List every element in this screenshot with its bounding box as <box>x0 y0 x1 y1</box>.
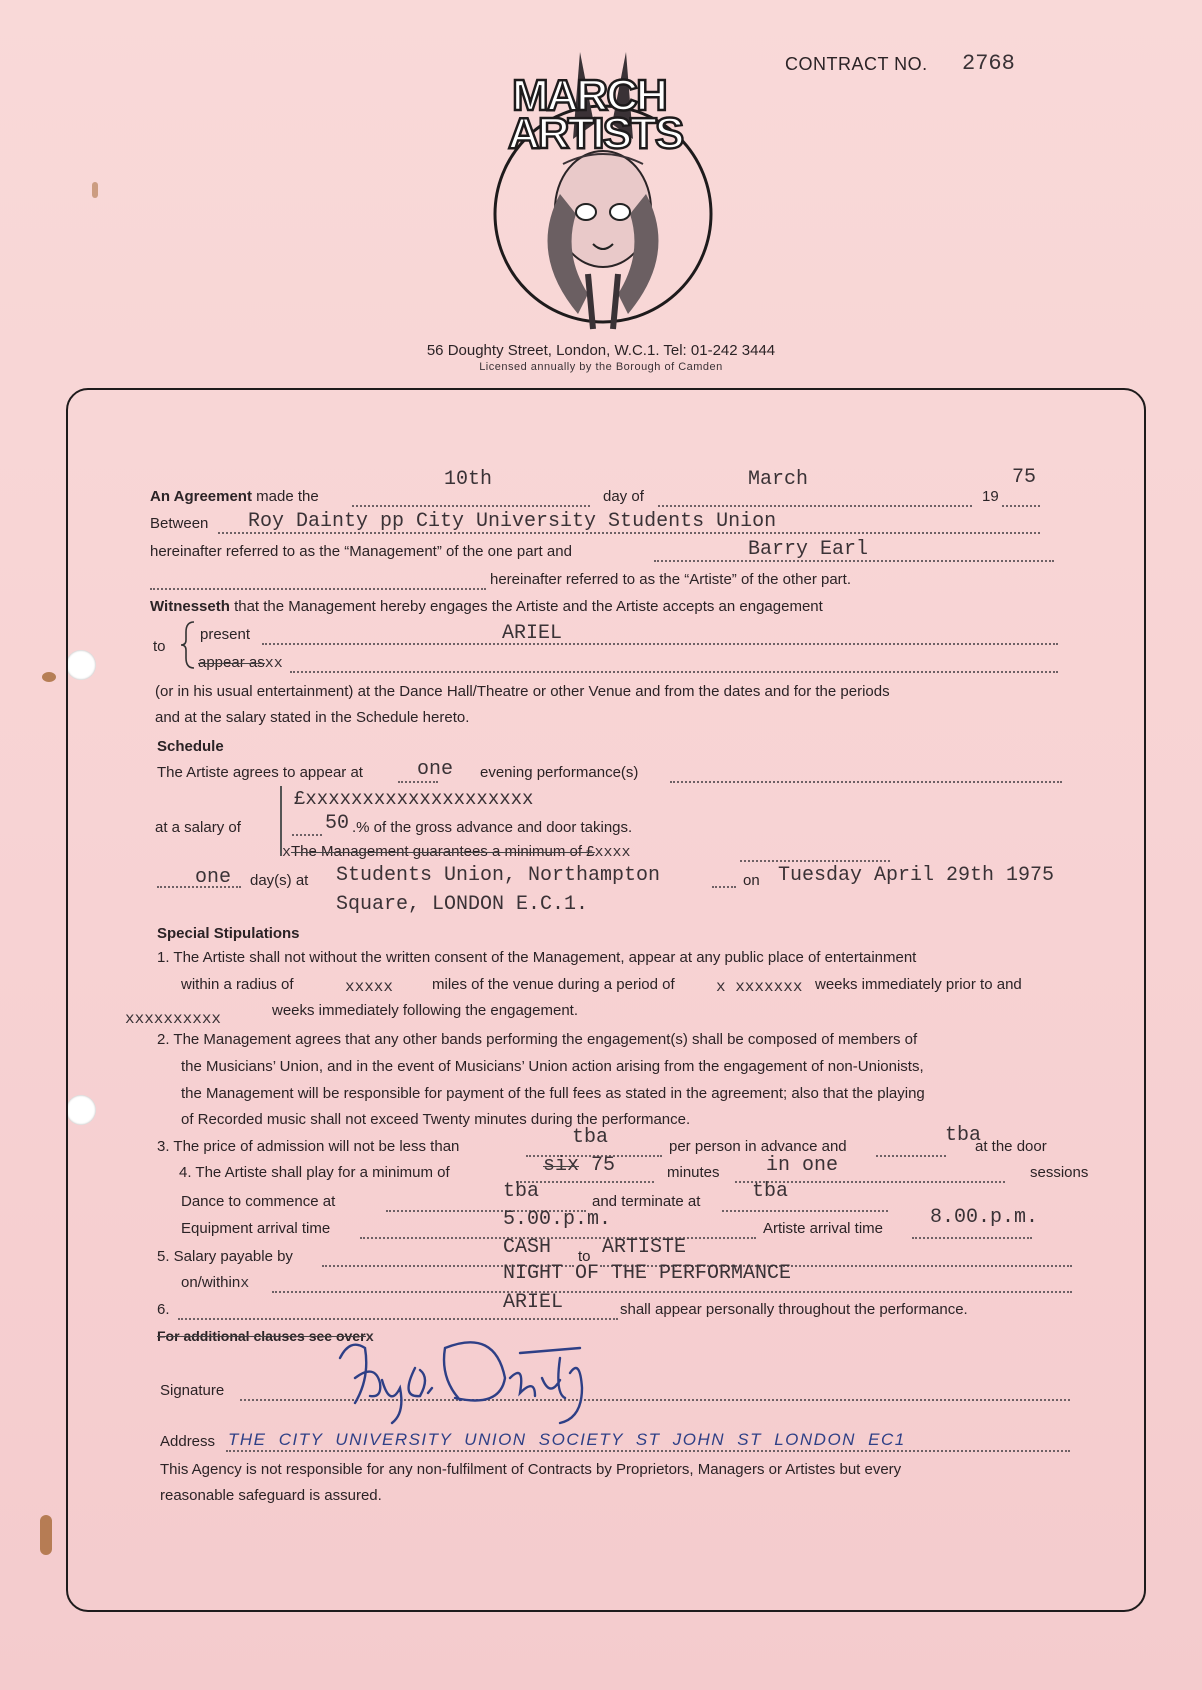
century-label: 19 <box>982 488 999 505</box>
venue-line2: Square, LONDON E.C.1. <box>336 893 589 916</box>
at-door-label: at the door <box>975 1138 1047 1155</box>
licence-note: Licensed annually by the Borough of Camden <box>479 361 723 373</box>
radius-struck: xxxxx <box>345 978 394 996</box>
terminate-label: and terminate at <box>592 1193 701 1210</box>
days-label: day(s) at <box>250 872 309 889</box>
stipulation-3-label: 3. The price of admission will not be less than <box>157 1138 460 1155</box>
agreement-year: 75 <box>1012 466 1037 489</box>
logo-text-march: MARCH <box>512 71 666 120</box>
additional-clauses-struck: For additional clauses see over <box>157 1328 366 1344</box>
dance-commence-label: Dance to commence at <box>181 1193 336 1210</box>
to-label: to <box>153 638 166 655</box>
days-count: one <box>195 866 232 889</box>
salary-to-label: to <box>578 1248 591 1265</box>
disclaimer-line2: reasonable safeguard is assured. <box>160 1487 382 1504</box>
agreement-month: March <box>748 468 809 491</box>
contract-number: 2768 <box>962 51 1015 76</box>
appear-as-struck: appear as <box>198 654 265 671</box>
stipulation-6-number: 6. <box>157 1301 170 1318</box>
dance-commence-value: tba <box>503 1180 540 1203</box>
address-handwritten: THE CITY UNIVERSITY UNION SOCIETY ST JOHN ST LONDON EC1 <box>228 1430 906 1449</box>
minutes-value: 75 <box>591 1154 616 1177</box>
agreement-day: 10th <box>444 468 493 491</box>
appear-personally-text: shall appear personally throughout the performance. <box>620 1301 968 1318</box>
door-price: tba <box>945 1124 982 1147</box>
at-salary-label: at a salary of <box>155 819 241 836</box>
engagement-date: Tuesday April 29th 1975 <box>778 864 1055 887</box>
period-label: miles of the venue during a period of <box>432 976 675 993</box>
rust-stain <box>40 1515 52 1555</box>
agreement-lead: An Agreement <box>150 488 252 505</box>
artiste-arrival-value: 8.00.p.m. <box>930 1206 1039 1229</box>
disclaimer-line1: This Agency is not responsible for any non-fulfilment of Contracts by Proprietors, Managers or Artistes but every <box>160 1461 902 1478</box>
logo-text-artists: ARTISTS <box>508 109 683 158</box>
on-within-value: NIGHT OF THE PERFORMANCE <box>503 1262 792 1285</box>
signature-scrawl <box>320 1318 620 1428</box>
day-of-label: day of <box>603 488 644 505</box>
rust-stain <box>42 672 56 682</box>
minutes-label: minutes <box>667 1164 720 1181</box>
performances-label: evening performance(s) <box>480 764 639 781</box>
salary-struck-line: £xxxxxxxxxxxxxxxxxxxx <box>294 788 534 810</box>
present-value: ARIEL <box>502 622 563 645</box>
address-label: Address <box>160 1433 216 1450</box>
prior-label: weeks immediately prior to and <box>815 976 1022 993</box>
stipulation-1-line1: 1. The Artiste shall not without the written consent of the Management, appear at any public place of entertainment <box>157 949 917 966</box>
artiste-arrival-label: Artiste arrival time <box>763 1220 884 1237</box>
advance-price: tba <box>572 1126 609 1149</box>
usual-entertainment-line2: and at the salary stated in the Schedule hereto. <box>155 709 470 726</box>
guarantee-struck: The Management guarantees a minimum of £ <box>291 843 595 860</box>
made-the-label: made the <box>256 488 319 505</box>
stipulation-2-line1: 2. The Management agrees that any other bands performing the engagement(s) shall be composed of members of <box>157 1031 918 1048</box>
stipulation-4-label: 4. The Artiste shall play for a minimum of <box>179 1164 450 1181</box>
following-label: weeks immediately following the engagement. <box>272 1002 578 1019</box>
period-struck: x xxxxxxx <box>716 978 803 996</box>
sessions-value: in one <box>766 1154 839 1177</box>
stipulations-heading: Special Stipulations <box>157 925 300 942</box>
schedule-heading: Schedule <box>157 738 224 755</box>
percent-text: .% of the gross advance and door takings. <box>352 819 633 836</box>
witnesseth-text: that the Management hereby engages the Artiste and the Artiste accepts an engagement <box>234 598 823 615</box>
equipment-arrival-value: 5.00.p.m. <box>503 1208 612 1231</box>
venue-line1: Students Union, Northampton <box>336 864 661 887</box>
salary-payable-method: CASH <box>503 1236 552 1259</box>
brace-present <box>180 620 196 670</box>
stipulation-5-label: 5. Salary payable by <box>157 1248 293 1265</box>
performances-count: one <box>417 758 454 781</box>
guarantee-x: xxxx <box>594 844 631 861</box>
radius-label: within a radius of <box>181 976 294 993</box>
following-struck: xxxxxxxxxx <box>125 1010 222 1028</box>
on-label: on <box>743 872 760 889</box>
percent-value: 50 <box>325 812 350 835</box>
contract-number-label: CONTRACT NO. <box>785 54 928 74</box>
hereinafter-artiste: hereinafter referred to as the “Artiste” of the other part. <box>490 571 852 588</box>
equipment-arrival-label: Equipment arrival time <box>181 1220 331 1237</box>
present-label: present <box>200 626 251 643</box>
salary-payee: ARTISTE <box>602 1236 687 1259</box>
terminate-value: tba <box>752 1180 789 1203</box>
minutes-struck: six <box>543 1154 580 1177</box>
stipulation-2-line2: the Musicians’ Union, and in the event of Musicians’ Union action arising from the engagement of non-Unionists, <box>181 1058 924 1075</box>
contract-sheet: CONTRACT NO. 2768 MARCH ARTISTS 56 Doughty Street, London, W.C.1. Tel: 01-242 3444 Licensed annually by the Borough of Camden An Agreement made the 10th day of March 19 75 Between Roy Dainty pp City University Students Union hereinafter referred to as the “Management” of the one part and Barry Earl hereinafter referred to as the “Artiste” of the other part. Witnesseth that the Management hereby engages the Artiste and the Artiste accepts an engagement to present ARIEL appear asxx (or in his usual entertainment) at the Dance Hall/Theatre or other Venue and from the dates and for the periods and at the salary stated in the Schedule hereto. Schedule The Artiste agrees to appear at one evening performance(s) £xxxxxxxxxxxxxxxxxxxx at a salary of 50 .% of the gross advance and door takings. xThe Management guarantees a minimum of £xxxx one day(s) at Students Union, Northampton on Tuesday April 29th 1975 Square, LONDON E.C.1. Special Stipulations 1. The Artiste shall not without the written consent of the Management, appear at any public place of entertainment within a radius of xxxxx miles of the venue during a period of x xxxxxxx weeks immediately prior to and xxxxxxxxxx weeks immediately following the engagement. 2. The Management agrees that any other bands performing the engagement(s) shall be composed of members of the Musicians’ Union, and in the event of Musicians’ Union action arising from the engagement of non-Unionists, the Management will be responsible for payment of the full fees as stated in the agreement; also that the playing of Recorded music shall not exceed Twenty minutes during the performance. 3. The price of admission will not be less than tba per person in advance and tba at the door 4. The Artiste shall play for a minimum of six 75 minutes in one sessions Dance to commence at tba and terminate at tba Equipment arrival time 5.00.p.m. Artiste arrival time 8.00.p.m. 5. Salary payable by CASH to ARTISTE on/withinx NIGHT OF THE PERFORMANCE 6. ARIEL shall appear personally throughout the performance. For additional clauses see overx Signature Address THE CITY UNIVERSITY UNION SOCIETY ST JOHN ST LONDON EC1 This Agency is not responsible for any non-fulfilment of Contracts by Proprietors, Managers or Artistes but every reasonable safeguard is assured. <box>0 0 1202 1690</box>
on-within-label: on/within <box>181 1274 241 1291</box>
agency-address: 56 Doughty Street, London, W.C.1. Tel: 01-242 3444 <box>426 342 776 359</box>
appearing-act: ARIEL <box>503 1291 564 1314</box>
witnesseth-lead: Witnesseth <box>150 598 230 615</box>
artiste-name: Barry Earl <box>748 538 869 561</box>
schedule-agrees-label: The Artiste agrees to appear at <box>157 764 363 781</box>
management-name: Roy Dainty pp City University Students Union <box>248 510 777 533</box>
between-label: Between <box>150 515 209 532</box>
stipulation-2-line3: the Management will be responsible for payment of the full fees as stated in the agreement; also that the playing <box>181 1085 925 1102</box>
rust-stain <box>92 182 98 198</box>
stipulation-2-line4: of Recorded music shall not exceed Twenty minutes during the performance. <box>181 1111 691 1128</box>
usual-entertainment-line1: (or in his usual entertainment) at the Dance Hall/Theatre or other Venue and from the dates and for the periods <box>155 683 890 700</box>
hereinafter-management: hereinafter referred to as the “Management” of the one part and <box>150 543 572 560</box>
signature-label: Signature <box>160 1382 225 1399</box>
sessions-label: sessions <box>1030 1164 1089 1181</box>
per-person-label: per person in advance and <box>669 1138 847 1155</box>
